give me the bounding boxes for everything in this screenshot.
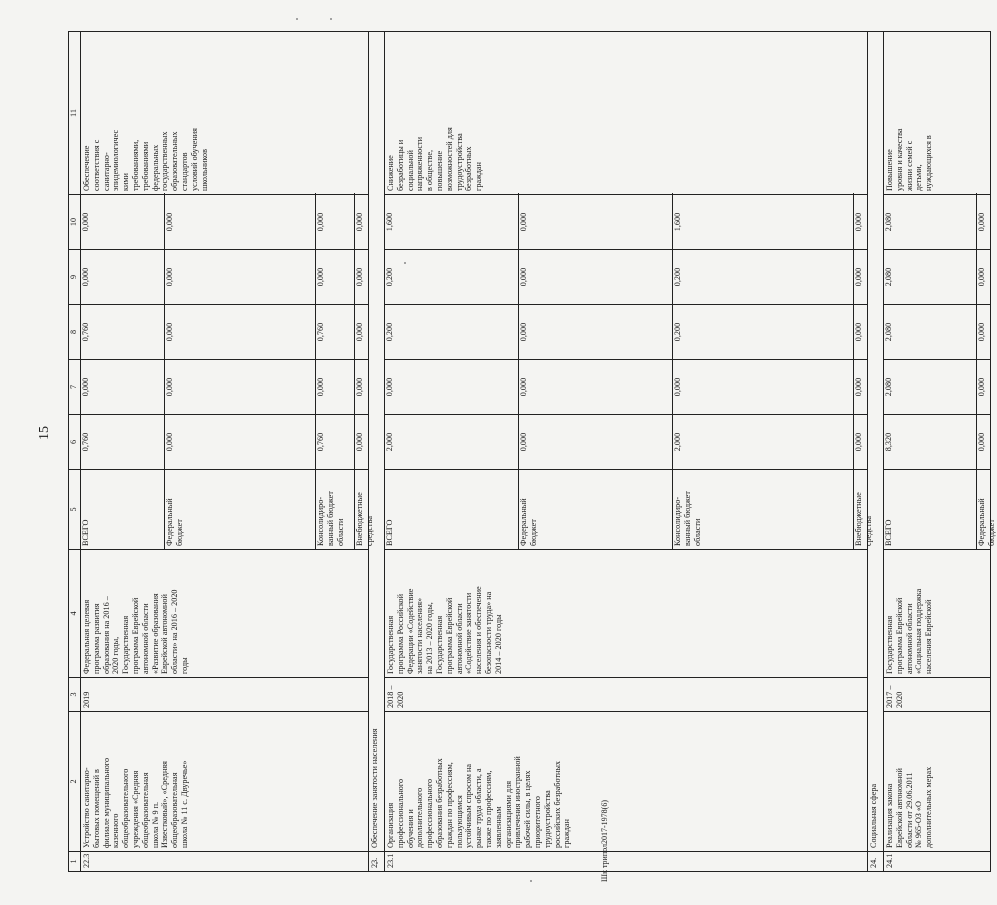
- item-number: 24.1: [884, 852, 991, 872]
- amount-c10: 0,000: [976, 193, 990, 251]
- amount-c9: 0,000: [354, 248, 368, 306]
- amount-c6: 8,320: [884, 432, 893, 452]
- section-title: Обеспечение занятости населения: [369, 32, 385, 852]
- amount-c8: 0,200: [385, 322, 394, 342]
- amount-c6: 0,000: [354, 413, 368, 471]
- amount-c8: 0,200: [672, 303, 853, 361]
- section-title: Социальная сфера: [868, 32, 884, 852]
- column-number: 1: [69, 852, 81, 872]
- amount-c10-cell: [81, 195, 369, 250]
- scan-dot: [530, 880, 532, 882]
- column-number: 3: [69, 678, 81, 712]
- amount-c10: 2,080: [884, 212, 893, 232]
- item-period: 2018 – 2020: [385, 678, 868, 712]
- amount-c10: 1,600: [385, 212, 394, 232]
- amount-c10: 1,600: [672, 193, 853, 251]
- amount-c10: 0,000: [81, 212, 90, 232]
- amount-c8: 0,000: [976, 303, 990, 361]
- amount-c10: 0,000: [853, 193, 867, 251]
- page-number: 15: [37, 426, 52, 440]
- amount-c9: 0,200: [672, 248, 853, 306]
- print-code: Шк трипол2017-1978(6): [600, 800, 609, 882]
- amount-c6: 2,000: [672, 413, 853, 471]
- item-result: Повышение уровня и качества жизни семей с детьми, нуждающихся в: [884, 32, 991, 195]
- amount-c8: 0,000: [853, 303, 867, 361]
- amount-c6: 2,000: [385, 432, 394, 452]
- funding-source: Внебюджетные средства: [853, 470, 867, 549]
- section-row: [868, 32, 884, 872]
- funding-source-cell: [81, 470, 374, 550]
- section-row: [369, 32, 385, 872]
- amount-c7: 2,080: [884, 377, 893, 397]
- program-table: [68, 31, 996, 872]
- column-number: 7: [69, 360, 81, 415]
- amount-c7-cell: [81, 360, 369, 415]
- column-number-row: [69, 32, 81, 872]
- funding-source: Внебюджетные средства: [354, 470, 368, 549]
- amount-c7: 0,000: [315, 358, 354, 416]
- amount-c10-cell: [884, 195, 991, 250]
- amount-c8: 0,760: [81, 322, 90, 342]
- amount-c8: 0,000: [164, 303, 315, 361]
- item-name: Организация профессионального обучения и дополнительного профессионального образования безработных граждан по профессиям, пользующимся устойчивым спросом на рынке труда области, а также по профессиям, заявленным организациями для привлечения иностранной рабочей силы, в целях приоритетного трудоустройства российских безработных граждан: [385, 712, 868, 852]
- amount-c6: 0,000: [164, 413, 315, 471]
- amount-c6: 0,000: [853, 413, 867, 471]
- scan-dot: [330, 18, 332, 20]
- amount-c8: 2,080: [884, 322, 893, 342]
- amount-c9-cell: [884, 250, 991, 305]
- amount-c6: 0,000: [518, 413, 672, 471]
- item-row: [385, 32, 868, 872]
- amount-c9: 0,000: [315, 248, 354, 306]
- amount-c10: 0,000: [164, 193, 315, 251]
- item-period: 2017 – 2020: [884, 678, 991, 712]
- funding-source: Консолидиро- ванный бюджет области: [315, 470, 354, 549]
- amount-c7-cell: [884, 360, 991, 415]
- column-number: 8: [69, 305, 81, 360]
- column-number: 6: [69, 415, 81, 470]
- column-number: 10: [69, 195, 81, 250]
- amount-c8: 0,000: [354, 303, 368, 361]
- amount-c7: 0,000: [672, 358, 853, 416]
- funding-source: Консолидиро- ванный бюджет области: [672, 470, 853, 549]
- amount-c10: 0,000: [315, 193, 354, 251]
- funding-source: Федеральный бюджет: [164, 470, 315, 549]
- amount-c9: 0,200: [385, 267, 394, 287]
- amount-c9: 2,080: [884, 267, 893, 287]
- amount-c10-cell: [385, 195, 868, 250]
- amount-c9-cell: [81, 250, 369, 305]
- funding-source: ВСЕГО: [884, 519, 893, 546]
- amount-c9: 0,000: [976, 248, 990, 306]
- amount-c7: 0,000: [81, 377, 90, 397]
- funding-source: Федеральный бюджет: [976, 470, 990, 549]
- amount-c6-cell: [884, 415, 991, 470]
- funding-source-cell: [385, 470, 873, 550]
- amount-c7: 0,000: [853, 358, 867, 416]
- item-row: [884, 32, 991, 872]
- amount-c10: 0,000: [354, 193, 368, 251]
- amount-c7: 0,000: [976, 358, 990, 416]
- amount-c6: 0,760: [315, 413, 354, 471]
- amount-c8: 0,760: [315, 303, 354, 361]
- funding-source: ВСЕГО: [81, 519, 90, 546]
- funding-source: ВСЕГО: [385, 519, 394, 546]
- amount-c7: 0,000: [385, 377, 394, 397]
- amount-c7: 0,000: [354, 358, 368, 416]
- item-result: Снижение безработицы и социальной напряженности в обществе, повышение возможностей для трудоустройства безработных граждан: [385, 32, 868, 195]
- amount-c6-cell: [81, 415, 369, 470]
- amount-c7: 0,000: [164, 358, 315, 416]
- column-number: 5: [69, 470, 81, 550]
- column-number: 11: [69, 32, 81, 195]
- item-number: 22.3: [81, 852, 369, 872]
- column-number: 2: [69, 712, 81, 852]
- amount-c9: 0,000: [81, 267, 90, 287]
- item-number: 23.1: [385, 852, 868, 872]
- item-programs: Федеральная целевая программа развития образования на 2016 – 2020 годы, Государственная программа Еврейской автономной области «Развитие образования Еврейской автономной области» на 2016 – 2020 годы: [81, 550, 369, 678]
- amount-c9: 0,000: [853, 248, 867, 306]
- section-number: 24.: [868, 852, 884, 872]
- amount-c6: 0,760: [81, 432, 90, 452]
- scan-dot: [296, 18, 298, 20]
- amount-c6-cell: [385, 415, 868, 470]
- amount-c9: 0,000: [164, 248, 315, 306]
- amount-c8-cell: [81, 305, 369, 360]
- amount-c7: 0,000: [518, 358, 672, 416]
- column-number: 4: [69, 550, 81, 678]
- item-programs: Государственная программа Российской Федерации «Содействие занятости населения» на 2013 – 2020 годы, Государственная программа Еврейской автономной области «Содействие занятости населения и обеспечение безопасности труда» на 2014 – 2020 годы: [385, 550, 868, 678]
- amount-c8-cell: [385, 305, 868, 360]
- amount-c6: 0,000: [976, 413, 990, 471]
- item-period: 2019: [81, 678, 369, 712]
- amount-c9: 0,000: [518, 248, 672, 306]
- item-name: Реализация закона Еврейской автономной области от 29.06.2011 № 965-ОЗ «О дополнительных мерах: [884, 712, 991, 852]
- amount-c10: 0,000: [518, 193, 672, 251]
- funding-source-cell: [884, 470, 996, 550]
- amount-c8-cell: [884, 305, 991, 360]
- section-number: 23.: [369, 852, 385, 872]
- amount-c8: 0,000: [518, 303, 672, 361]
- column-number: 9: [69, 250, 81, 305]
- amount-c9-cell: [385, 250, 868, 305]
- amount-c7-cell: [385, 360, 868, 415]
- item-programs: Государственная программа Еврейской автономной области «Социальная поддержка населения Еврейской: [884, 550, 991, 678]
- item-row: [81, 32, 369, 872]
- rotated-table-wrapper: [68, 31, 996, 872]
- funding-source: Федеральный бюджет: [518, 470, 672, 549]
- item-result: Обеспечение соответствия с санитарно- эпидемиологичес кими требованиями, требованиями федеральных государственных образовательных стандартов условий обучения школьников: [81, 32, 369, 195]
- item-name: Устройство санитарно- бытовых помещений в филиале муниципального казенного общеобразовательного учреждения «Средняя общеобразовательная школа № 9 п. Известковый», «Средняя общеобразовательная школа № 11 с. Двуречье»: [81, 712, 369, 852]
